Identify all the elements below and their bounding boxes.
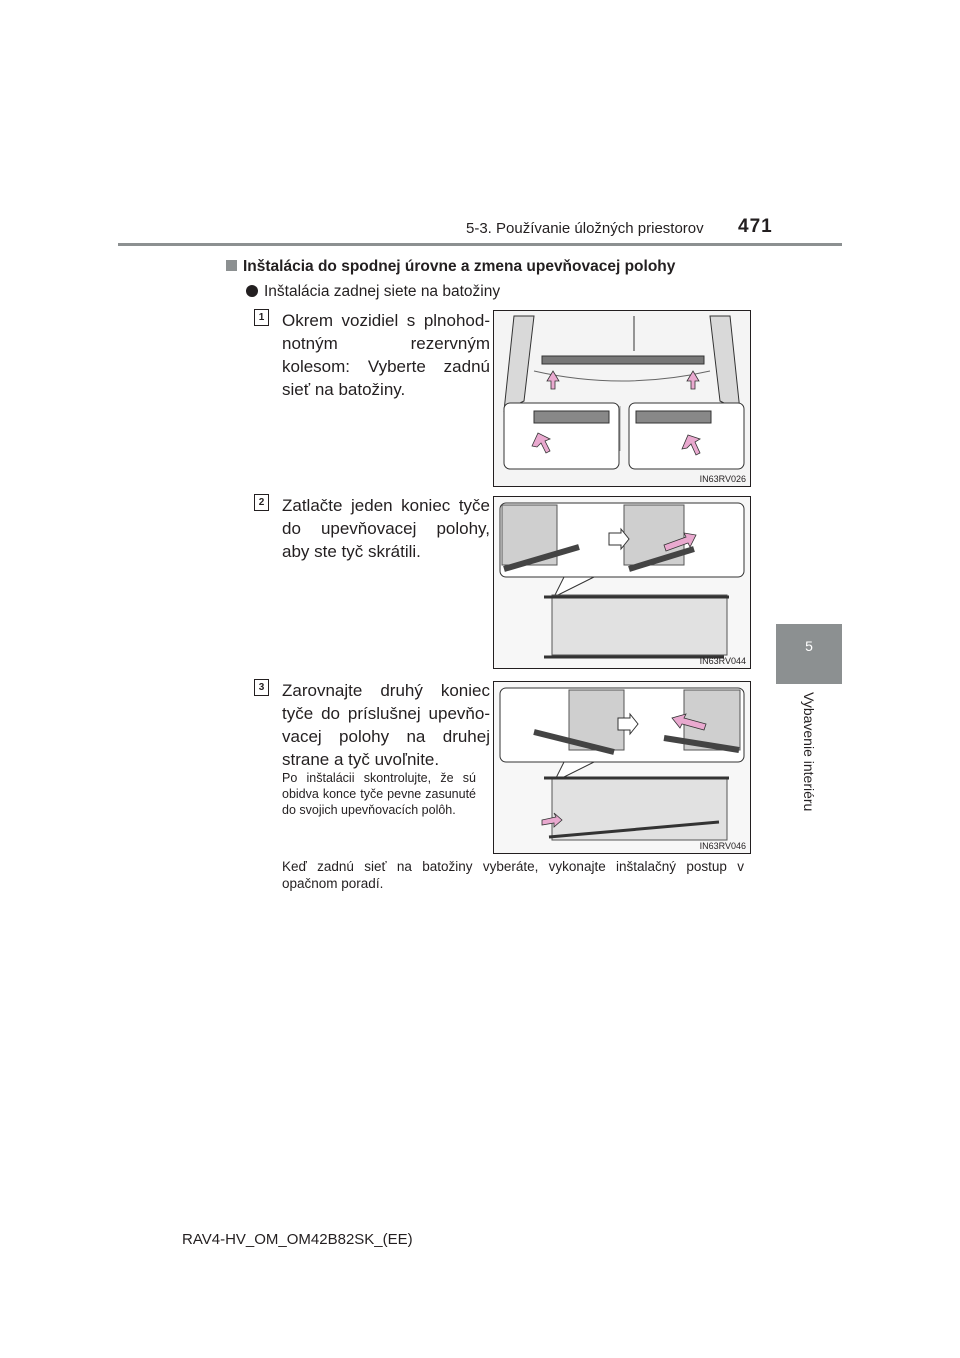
bullet-item <box>246 283 500 301</box>
figure-step-2 <box>493 496 751 669</box>
chapter-tab <box>776 624 842 684</box>
step-text-2: Zatlačte jeden koniec tyče do upevňovacej polohy, aby ste tyč skrátili. <box>282 496 490 561</box>
step-text-3: Zarovnajte druhý koniec tyče do príslušnej upevňovacej polohy na druhej strane a tyč uvoľnite. <box>282 681 490 769</box>
document-id: RAV4-HV_OM_OM42B82SK_(EE) <box>182 1231 413 1248</box>
page-number: 471 <box>738 216 773 237</box>
chapter-title: Vybavenie interiéru <box>801 692 817 812</box>
square-bullet-icon <box>226 260 237 271</box>
header-rule <box>118 243 842 246</box>
running-header-section: 5-3. Používanie úložných priestorov <box>466 220 704 237</box>
section-heading-text: Inštalácia do spodnej úrovne a zmena upevňovacej polohy <box>243 258 676 275</box>
bullet-text: Inštalácia zadnej siete na batožiny <box>264 283 501 300</box>
rod-shortening-illustration <box>494 497 750 668</box>
section-heading <box>226 258 675 276</box>
step-number-2: 2 <box>254 494 269 511</box>
rod-release-illustration <box>494 682 750 853</box>
step-note-3: Po inštalácii skontrolujte, že sú obidva konce tyče pevne zasunuté do svojich upevňovacích polôh. <box>282 771 476 817</box>
figure-step-1 <box>493 310 751 487</box>
figure-step-3 <box>493 681 751 854</box>
figure-code-1: IN63RV026 <box>699 474 746 484</box>
step-text-1: Okrem vozidiel s plnohodnotným rezervným kolesom: Vyberte zadnú sieť na batožiny. <box>282 311 490 399</box>
chapter-number: 5 <box>805 638 813 654</box>
figure-code-3: IN63RV046 <box>699 841 746 851</box>
step-number-1: 1 <box>254 309 269 326</box>
step-number-3: 3 <box>254 679 269 696</box>
round-bullet-icon <box>246 285 258 297</box>
figure-code-2: IN63RV044 <box>699 656 746 666</box>
cargo-area-illustration <box>494 311 750 486</box>
closing-note: Keď zadnú sieť na batožiny vyberáte, vykonajte inštalačný postup v opačnom poradí. <box>282 859 744 891</box>
